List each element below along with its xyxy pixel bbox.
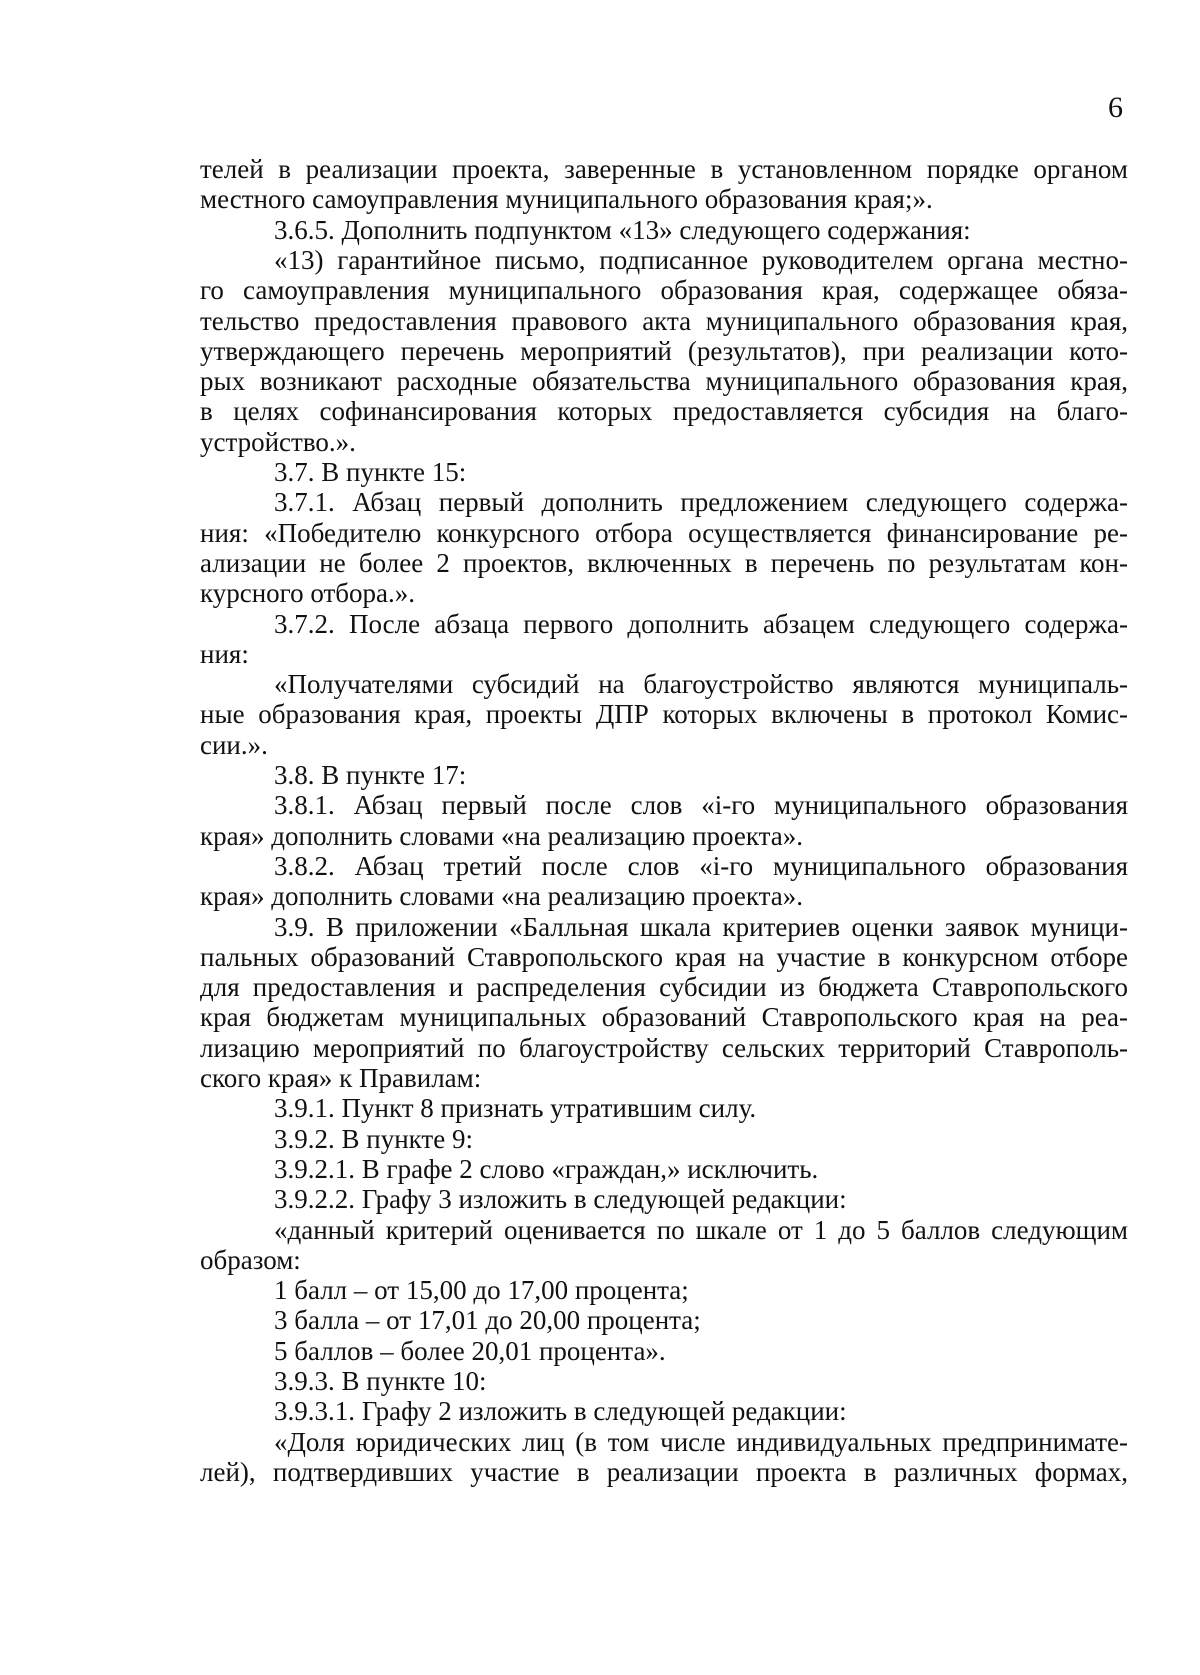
text-line: 3.8.2. Абзац третий после слов «i-го муниципального образования — [274, 850, 1128, 881]
text-line: утверждающего перечень мероприятий (результатов), при реализации кото- — [200, 335, 1128, 366]
text-line: для предоставления и распределения субсидии из бюджета Ставропольского — [200, 972, 1128, 1003]
text-line: 1 балл – от 15,00 до 17,00 процента; — [274, 1275, 689, 1306]
text-line: тельство предоставления правового акта муниципального образования края, — [200, 305, 1128, 336]
text-line: 3 балла – от 17,01 до 20,00 процента; — [274, 1305, 701, 1336]
text-line: курсного отбора.». — [200, 578, 415, 609]
text-line: 3.9.3.1. Графу 2 изложить в следующей редакции: — [274, 1396, 847, 1427]
text-line: 3.9.3. В пункте 10: — [274, 1366, 487, 1396]
text-line: ния: «Победителю конкурсного отбора осуществляется финансирование ре- — [200, 517, 1128, 548]
text-line: «данный критерий оценивается по шкале от 1 до 5 баллов следующим — [274, 1214, 1128, 1245]
text-line: «Доля юридических лиц (в том числе индивидуальных предпринимате- — [274, 1426, 1128, 1457]
text-line: 5 баллов – более 20,01 процента». — [274, 1335, 666, 1366]
text-line: 3.6.5. Дополнить подпунктом «13» следующего содержания: — [274, 214, 971, 245]
text-line: «Получателями субсидий на благоустройство являются муниципаль- — [274, 669, 1128, 700]
text-line: края бюджетам муниципальных образований Ставропольского края на реа- — [200, 1002, 1128, 1033]
text-line: 3.9.2.1. В графе 2 слово «граждан,» исключить. — [274, 1153, 819, 1184]
text-line: «13) гарантийное письмо, подписанное руководителем органа местно- — [274, 244, 1128, 275]
text-line: ния: — [200, 638, 249, 669]
text-line: 3.7.1. Абзац первый дополнить предложением следующего содержа- — [274, 487, 1128, 518]
text-line: края» дополнить словами «на реализацию проекта». — [200, 820, 803, 851]
text-line: 3.9. В приложении «Балльная шкала критериев оценки заявок муници- — [274, 911, 1128, 942]
text-line: 3.9.2. В пункте 9: — [274, 1123, 473, 1154]
text-line: в целях софинансирования которых предоставляется субсидия на благо- — [200, 396, 1128, 427]
text-line: образом: — [200, 1244, 301, 1275]
text-line: 3.9.1. Пункт 8 признать утратившим силу. — [274, 1093, 757, 1124]
text-line: устройство.». — [200, 426, 356, 457]
text-line: ского края» к Правилам: — [200, 1063, 482, 1093]
text-line: лей), подтвердивших участие в реализации проекта в различных формах, — [200, 1456, 1128, 1487]
text-line: го самоуправления муниципального образования края, содержащее обяза- — [200, 275, 1128, 306]
text-line: 3.8.1. Абзац первый после слов «i-го муниципального образования — [274, 790, 1128, 821]
text-line: края» дополнить словами «на реализацию проекта». — [200, 881, 803, 912]
text-line: телей в реализации проекта, заверенные в установленном порядке органом — [200, 154, 1128, 184]
text-line: рых возникают расходные обязательства муниципального образования края, — [200, 366, 1128, 397]
text-line: пальных образований Ставропольского края на участие в конкурсном отборе — [200, 941, 1128, 972]
text-line: 3.8. В пункте 17: — [274, 760, 467, 790]
text-line: ализации не более 2 проектов, включенных в перечень по результатам кон- — [200, 547, 1128, 578]
text-line: 3.7.2. После абзаца первого дополнить абзацем следующего содержа- — [274, 608, 1128, 639]
page-number: 6 — [1108, 91, 1123, 124]
text-line: 3.9.2.2. Графу 3 изложить в следующей редакции: — [274, 1184, 847, 1215]
text-line: сии.». — [200, 729, 268, 760]
text-line: 3.7. В пункте 15: — [274, 457, 467, 487]
text-line: ные образования края, проекты ДПР которых включены в протокол Комис- — [200, 699, 1128, 730]
text-line: лизацию мероприятий по благоустройству сельских территорий Ставрополь- — [200, 1032, 1128, 1063]
text-line: местного самоуправления муниципального образования края;». — [200, 184, 933, 215]
